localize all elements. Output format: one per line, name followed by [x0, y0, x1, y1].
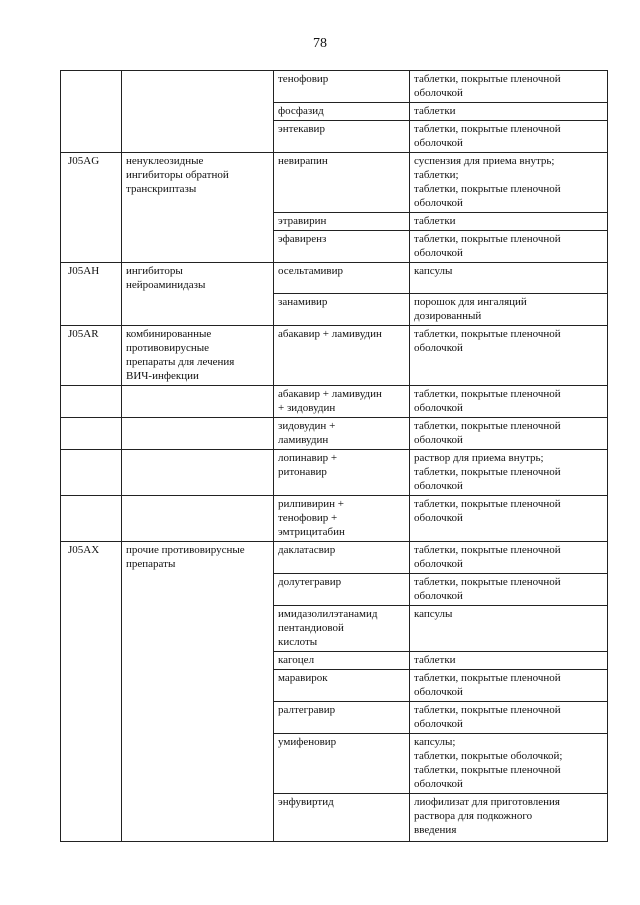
table-row — [61, 386, 608, 418]
pharm-group-cell — [122, 450, 274, 496]
drug-name-cell: эфавиренз — [274, 231, 410, 263]
dosage-form-cell: таблетки — [410, 103, 608, 121]
table-row — [61, 496, 608, 542]
table-row — [61, 542, 608, 574]
page-number: 78 — [313, 36, 327, 51]
drug-name-cell: рилпивирин + тенофовир + эмтрицитабин — [274, 496, 410, 542]
atc-code-cell — [61, 450, 122, 496]
drug-name-cell: абакавир + ламивудин + зидовудин — [274, 386, 410, 418]
pharm-group-cell: ненуклеозидные ингибиторы обратной транскриптазы — [122, 153, 274, 263]
dosage-form-cell: раствор для приема внутрь; таблетки, покрытые пленочной оболочкой — [410, 450, 608, 496]
atc-code-cell — [61, 71, 122, 153]
drug-name-cell: тенофовир — [274, 71, 410, 103]
atc-code-cell: J05AH — [61, 263, 122, 326]
dosage-form-cell: таблетки — [410, 213, 608, 231]
drug-name-cell: энфувиртид — [274, 794, 410, 842]
table-row — [61, 263, 608, 294]
drug-name-cell: умифеновир — [274, 734, 410, 794]
dosage-form-cell: капсулы; таблетки, покрытые оболочкой; таблетки, покрытые пленочной оболочкой — [410, 734, 608, 794]
pharm-group-cell: ингибиторы нейроаминидазы — [122, 263, 274, 326]
dosage-form-cell: суспензия для приема внутрь; таблетки; таблетки, покрытые пленочной оболочкой — [410, 153, 608, 213]
drug-name-cell: зидовудин + ламивудин — [274, 418, 410, 450]
dosage-form-cell: таблетки, покрытые пленочной оболочкой — [410, 121, 608, 153]
pharm-group-cell: прочие противовирусные препараты — [122, 542, 274, 842]
atc-code-cell: J05AR — [61, 326, 122, 386]
pharm-group-cell — [122, 496, 274, 542]
drug-name-cell: абакавир + ламивудин — [274, 326, 410, 386]
drug-name-cell: осельтамивир — [274, 263, 410, 294]
dosage-form-cell: таблетки, покрытые пленочной оболочкой — [410, 542, 608, 574]
dosage-form-cell: лиофилизат для приготовления раствора для подкожного введения — [410, 794, 608, 842]
dosage-form-cell: таблетки, покрытые пленочной оболочкой — [410, 670, 608, 702]
dosage-form-cell: таблетки, покрытые пленочной оболочкой — [410, 496, 608, 542]
drug-name-cell: лопинавир + ритонавир — [274, 450, 410, 496]
atc-code-cell: J05AX — [61, 542, 122, 842]
drug-name-cell: имидазолилэтанамид пентандиовой кислоты — [274, 606, 410, 652]
table-row — [61, 153, 608, 213]
drug-name-cell: невирапин — [274, 153, 410, 213]
table-row — [61, 450, 608, 496]
pharm-group-cell: комбинированные противовирусные препараты для лечения ВИЧ-инфекции — [122, 326, 274, 386]
dosage-form-cell: таблетки, покрытые пленочной оболочкой — [410, 702, 608, 734]
dosage-form-cell: порошок для ингаляций дозированный — [410, 294, 608, 326]
dosage-form-cell: капсулы — [410, 263, 608, 294]
dosage-form-cell: таблетки, покрытые пленочной оболочкой — [410, 386, 608, 418]
drug-name-cell: фосфазид — [274, 103, 410, 121]
dosage-form-cell: таблетки — [410, 652, 608, 670]
drug-name-cell: кагоцел — [274, 652, 410, 670]
atc-code-cell — [61, 386, 122, 418]
atc-code-cell — [61, 418, 122, 450]
atc-code-cell — [61, 496, 122, 542]
dosage-form-cell: капсулы — [410, 606, 608, 652]
drug-name-cell: даклатасвир — [274, 542, 410, 574]
table-row — [61, 71, 608, 103]
dosage-form-cell: таблетки, покрытые пленочной оболочкой — [410, 418, 608, 450]
drug-name-cell: занамивир — [274, 294, 410, 326]
pharm-group-cell — [122, 418, 274, 450]
drug-classification-table — [60, 70, 608, 842]
dosage-form-cell: таблетки, покрытые пленочной оболочкой — [410, 231, 608, 263]
table-row — [61, 418, 608, 450]
atc-code-cell: J05AG — [61, 153, 122, 263]
pharm-group-cell — [122, 71, 274, 153]
drug-name-cell: этравирин — [274, 213, 410, 231]
table-row — [61, 326, 608, 386]
dosage-form-cell: таблетки, покрытые пленочной оболочкой — [410, 326, 608, 386]
dosage-form-cell: таблетки, покрытые пленочной оболочкой — [410, 71, 608, 103]
dosage-form-cell: таблетки, покрытые пленочной оболочкой — [410, 574, 608, 606]
drug-name-cell: маравирок — [274, 670, 410, 702]
drug-name-cell: долутегравир — [274, 574, 410, 606]
drug-name-cell: энтекавир — [274, 121, 410, 153]
drug-name-cell: ралтегравир — [274, 702, 410, 734]
pharm-group-cell — [122, 386, 274, 418]
